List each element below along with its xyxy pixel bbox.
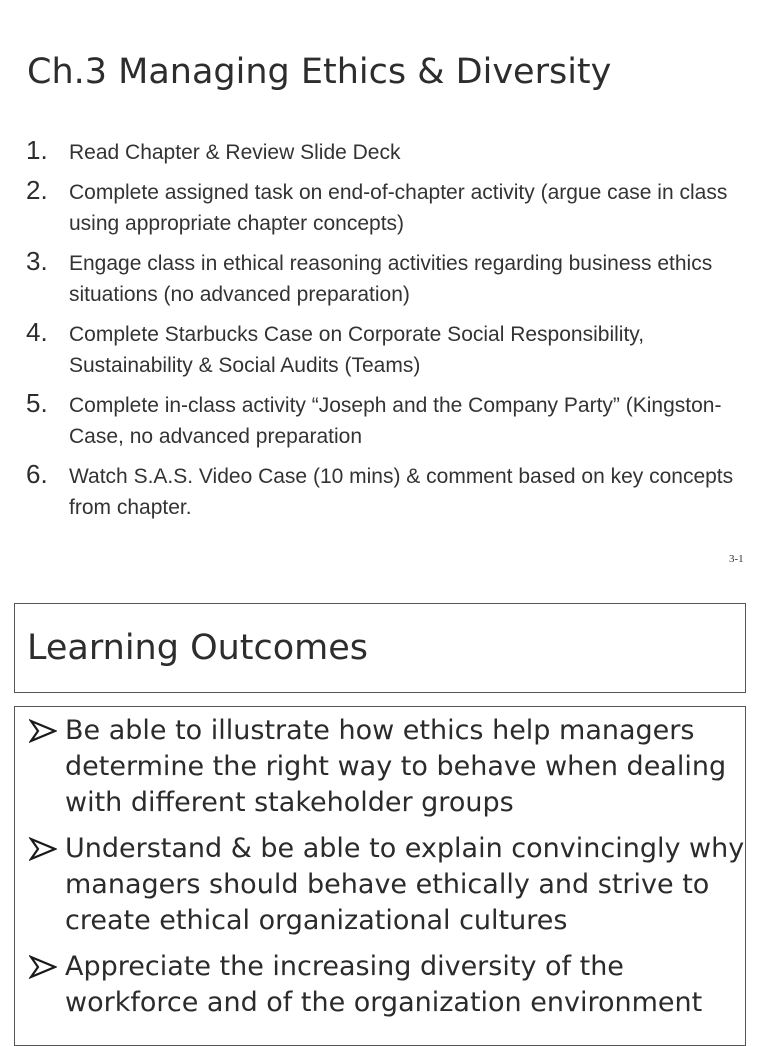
list-item [29,949,745,1021]
list-item [26,135,746,168]
step-number: 4. [26,317,48,347]
outcome-text: Appreciate the increasing diversity of the workforce and of the organization environment [65,951,703,1018]
step-text: Complete Starbucks Case on Corporate Social Responsibility, Sustainability & Social Audits (Teams) [69,323,645,377]
step-number: 2. [26,175,48,205]
outcomes-list [29,713,745,1031]
step-number: 6. [26,459,48,489]
step-number: 5. [26,388,48,418]
step-number: 1. [26,135,48,165]
arrow-bullet-icon [29,949,65,985]
outcome-text: Understand & be able to explain convincingly why managers should behave ethically and strive to create ethical organizational cultures [65,833,745,936]
steps-list [26,135,746,530]
arrow-bullet-icon [29,713,65,749]
page-title: Ch.3 Managing Ethics & Diversity [27,52,612,92]
list-item [26,388,746,452]
outcome-text: Be able to illustrate how ethics help managers determine the right way to behave when dealing with different stakeholder groups [65,715,727,818]
step-text: Complete in-class activity “Joseph and the Company Party” (Kingston-Case, no advanced preparation [69,394,722,448]
section-title: Learning Outcomes [27,628,369,668]
step-text: Watch S.A.S. Video Case (10 mins) & comment based on key concepts from chapter. [69,465,734,519]
step-text: Engage class in ethical reasoning activities regarding business ethics situations (no advanced preparation) [69,252,713,306]
step-number: 3. [26,246,48,276]
list-item [29,831,745,939]
list-item [26,175,746,239]
list-item [26,317,746,381]
learning-outcomes-title-box [14,603,746,693]
list-item [26,459,746,523]
slide-number: 3-1 [729,553,744,565]
learning-outcomes-box [14,706,746,1046]
step-text: Read Chapter & Review Slide Deck [69,141,401,164]
list-item [29,713,745,821]
list-item [26,246,746,310]
step-text: Complete assigned task on end-of-chapter activity (argue case in class using appropriate chapter concepts) [69,181,728,235]
arrow-bullet-icon [29,831,65,867]
